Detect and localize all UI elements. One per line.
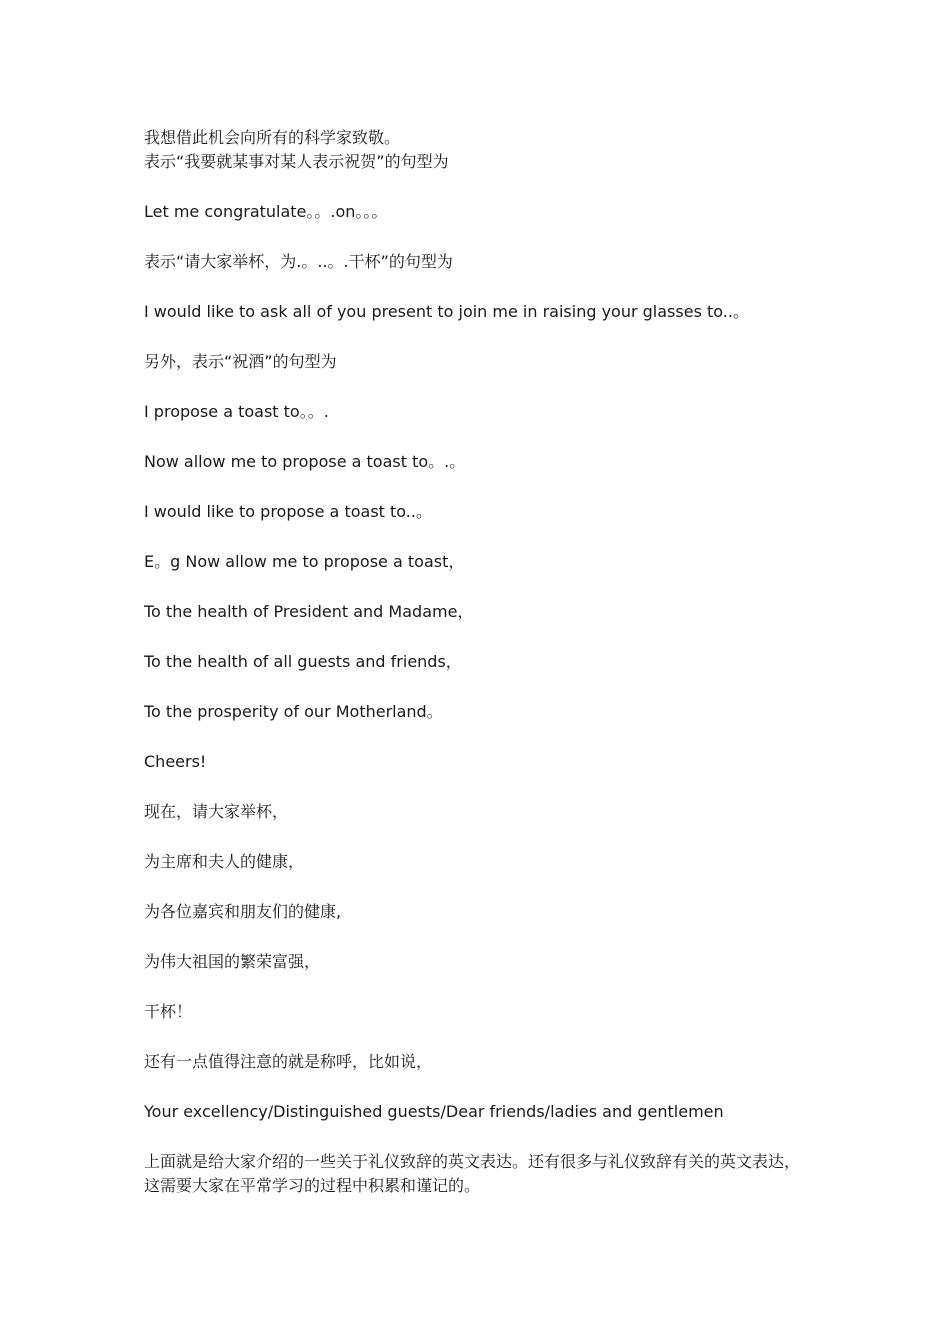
text-line-example-president: To the health of President and Madame， [144,602,474,621]
text-line-toast-pattern-1: I propose a toast to。。. [144,402,329,421]
document-body [144,126,804,1198]
text-line-example-motherland: To the prosperity of our Motherland。 [144,702,443,721]
text-line-raise-glasses-intro: 表示“请大家举杯，为.。..。.干杯”的句型为 [144,252,453,271]
text-line-tribute: 我想借此机会向所有的科学家致敬。 [144,128,401,147]
text-line-raise-glasses-pattern: I would like to ask all of you present to join me in raising your glasses to..。 [144,302,749,321]
text-line-toast-pattern-2: Now allow me to propose a toast to。.。 [144,452,466,471]
text-line-cn-president: 为主席和夫人的健康， [144,852,305,871]
text-line-congratulate-pattern: Let me congratulate。。.on。。。 [144,202,388,221]
text-line-toast-pattern-3: I would like to propose a toast to..。 [144,502,432,521]
text-line-cn-guests: 为各位嘉宾和朋友们的健康, [144,902,342,921]
text-paragraph-summary: 上面就是给大家介绍的一些关于礼仪致辞的英文表达。还有很多与礼仪致辞有关的英文表达，这需要大家在平常学习的过程中积累和谨记的。 [144,1152,801,1195]
text-line-cn-cheers: 干杯！ [144,1002,193,1021]
text-line-cn-raise: 现在，请大家举杯， [144,802,289,821]
text-line-example-guests: To the health of all guests and friends， [144,652,462,671]
text-line-address-forms: Your excellency/Distinguished guests/Dear friends/ladies and gentlemen [144,1102,724,1121]
text-line-cn-motherland: 为伟大祖国的繁荣富强， [144,952,321,971]
text-line-address-note: 还有一点值得注意的就是称呼，比如说， [144,1052,433,1071]
text-line-cheers: Cheers! [144,752,207,771]
text-line-toast-intro: 另外，表示“祝酒”的句型为 [144,352,337,371]
text-line-example-intro: E。g Now allow me to propose a toast， [144,552,465,571]
text-line-congratulate-pattern-intro: 表示“我要就某事对某人表示祝贺”的句型为 [144,152,449,171]
